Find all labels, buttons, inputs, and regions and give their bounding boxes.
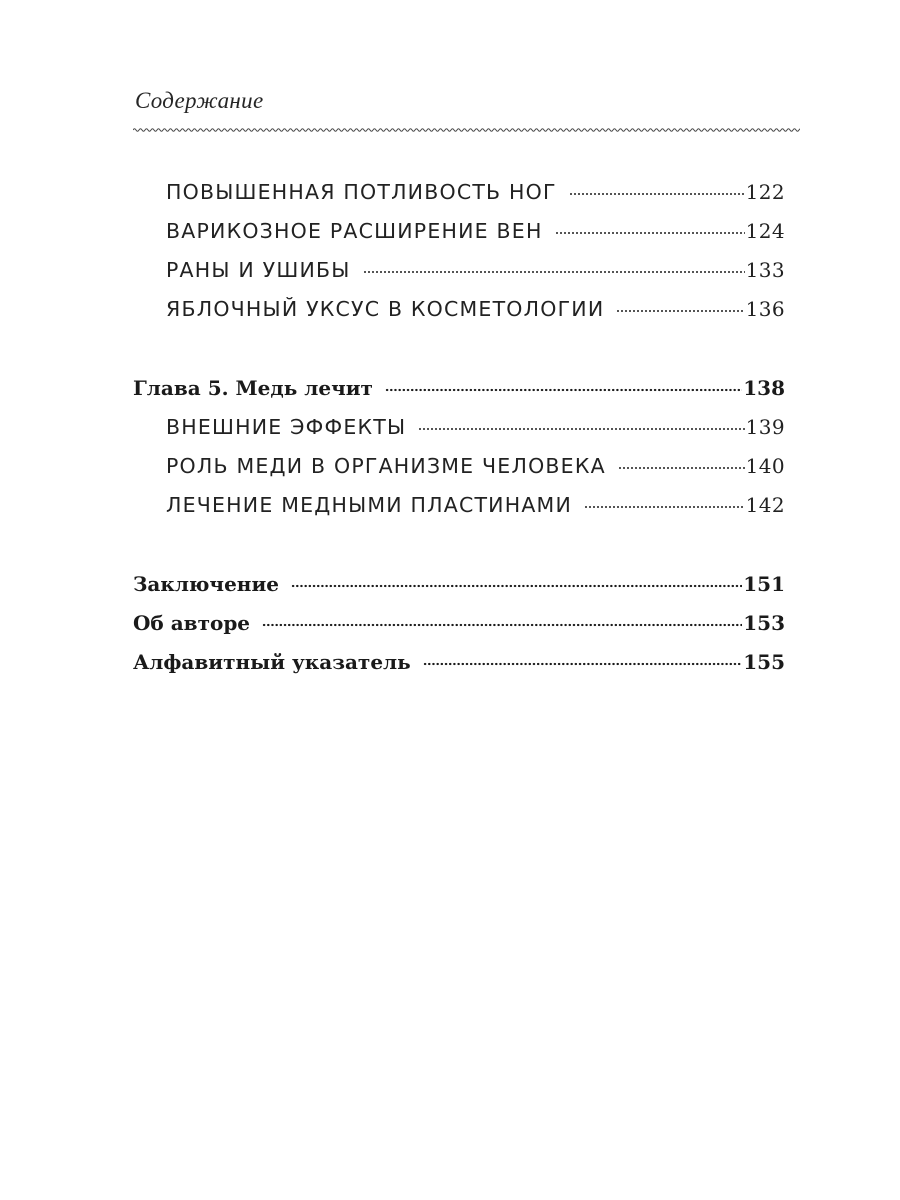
- dot-leader: [423, 662, 743, 666]
- toc-entry[interactable]: [166, 493, 785, 517]
- toc-entry[interactable]: [166, 297, 785, 321]
- toc-entry-page: 142: [745, 493, 785, 517]
- toc-entry-page: 140: [745, 454, 785, 478]
- toc-entry[interactable]: [166, 454, 785, 478]
- toc-entry-title: ВАРИКОЗНОЕ РАСШИРЕНИЕ ВЕН: [166, 219, 543, 243]
- toc-chapter-entry[interactable]: [133, 611, 785, 635]
- toc-entry-title: Глава 5. Медь лечит: [133, 376, 373, 400]
- toc-entry-page: 153: [743, 611, 785, 635]
- toc-entry-page: 122: [745, 180, 785, 204]
- toc-entry[interactable]: [166, 180, 785, 204]
- dot-leader: [385, 388, 742, 392]
- toc-entry-title: ВНЕШНИЕ ЭФФЕКТЫ: [166, 415, 407, 439]
- toc-entry[interactable]: [166, 258, 785, 282]
- dot-leader: [569, 192, 745, 196]
- dot-leader: [584, 505, 745, 509]
- toc-entry-title: ПОВЫШЕННАЯ ПОТЛИВОСТЬ НОГ: [166, 180, 557, 204]
- toc-chapter-entry[interactable]: [133, 650, 785, 674]
- dot-leader: [616, 309, 744, 313]
- dot-leader: [262, 623, 742, 627]
- toc-entry-title: Заключение: [133, 572, 279, 596]
- toc-entry-page: 138: [743, 376, 785, 400]
- toc-entry-title: ЯБЛОЧНЫЙ УКСУС В КОСМЕТОЛОГИИ: [166, 297, 605, 321]
- toc-entry-title: РАНЫ И УШИБЫ: [166, 258, 351, 282]
- dot-leader: [291, 584, 742, 588]
- dot-leader: [418, 427, 744, 431]
- toc-entry-title: ЛЕЧЕНИЕ МЕДНЫМИ ПЛАСТИНАМИ: [166, 493, 572, 517]
- toc-chapter-entry[interactable]: [133, 572, 785, 596]
- toc-entry[interactable]: [166, 415, 785, 439]
- toc-entry-page: 136: [745, 297, 785, 321]
- toc-entry-page: 139: [745, 415, 785, 439]
- toc-entry[interactable]: [166, 219, 785, 243]
- toc-entry-page: 124: [745, 219, 785, 243]
- dot-leader: [555, 231, 745, 235]
- toc-entry-title: РОЛЬ МЕДИ В ОРГАНИЗМЕ ЧЕЛОВЕКА: [166, 454, 606, 478]
- dot-leader: [363, 270, 745, 274]
- toc-entry-page: 151: [743, 572, 785, 596]
- running-head: Содержание: [135, 88, 264, 113]
- toc-entry-title: Алфавитный указатель: [133, 650, 411, 674]
- toc-entry-page: 133: [745, 258, 785, 282]
- toc-entry-page: 155: [743, 650, 785, 674]
- dot-leader: [618, 466, 745, 470]
- toc-chapter-entry[interactable]: [133, 376, 785, 400]
- toc-entry-title: Об авторе: [133, 611, 251, 635]
